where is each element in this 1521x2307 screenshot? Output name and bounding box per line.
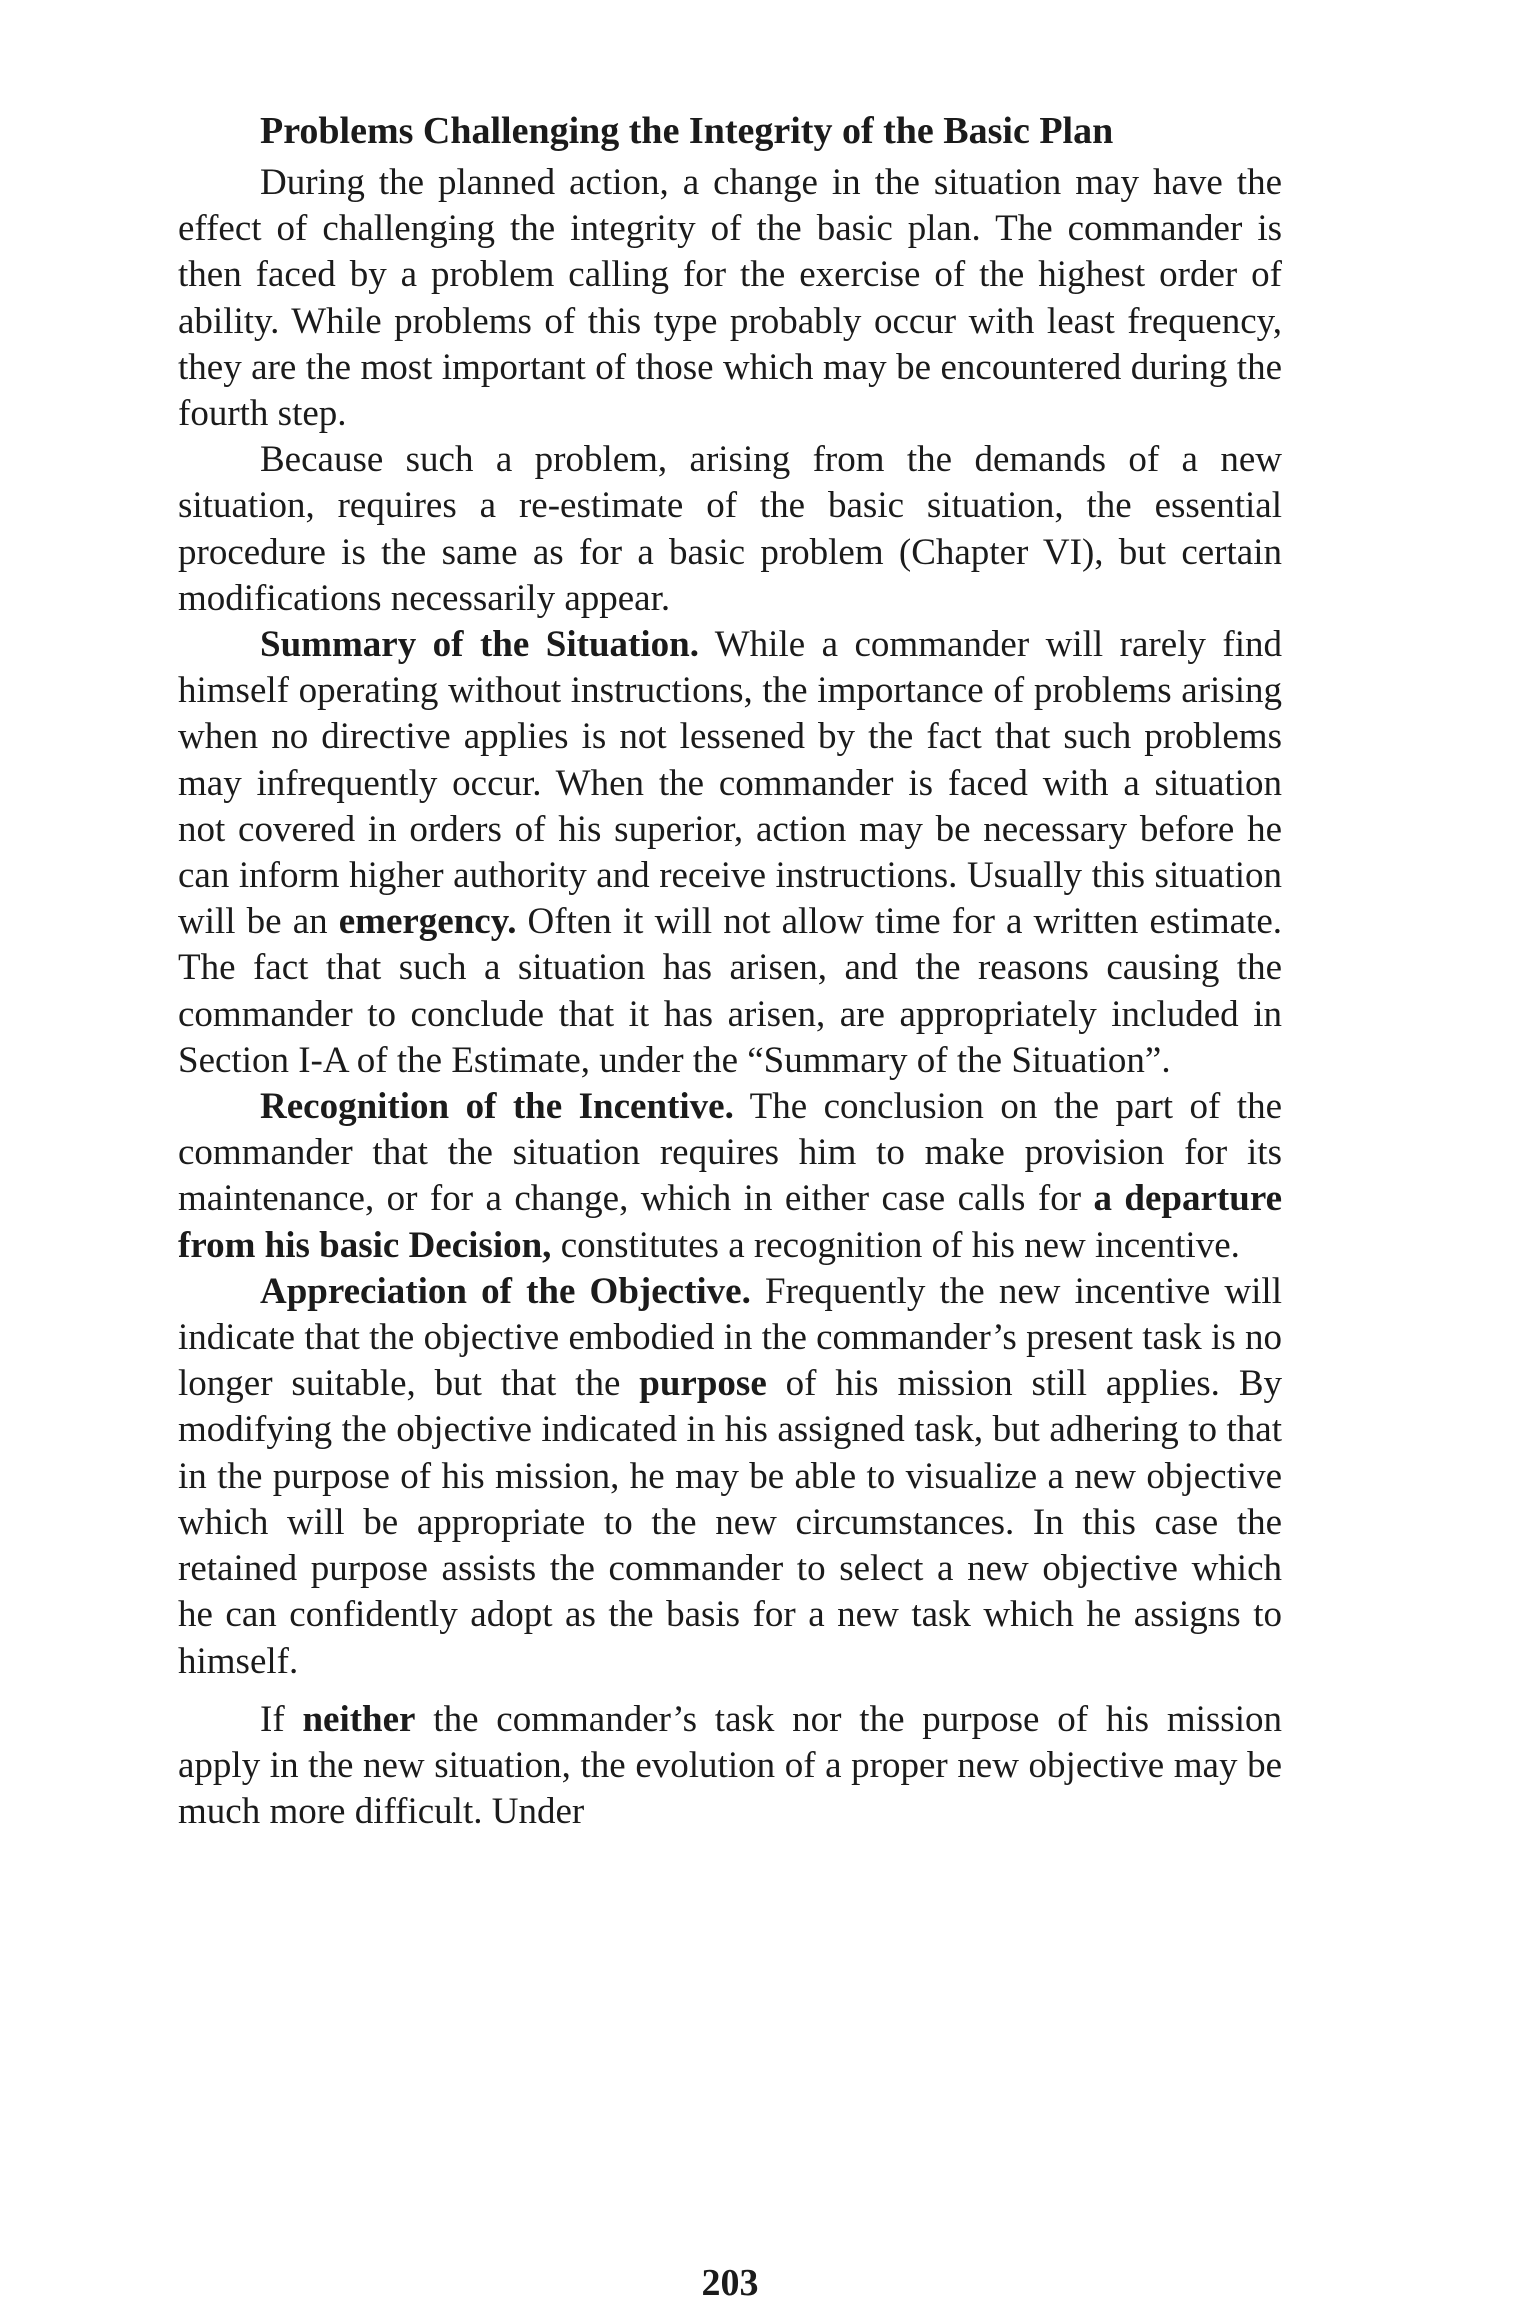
paragraph-3-text-a: While a commander will rarely find himself operating without instructions, the importance of problems arising when no directive applies is not lessened by the fact that such problems may infrequently occur. When the commander is faced with a situation not covered in orders of his superior, action may be necessary before he can inform higher authority and receive instructions. Usually this situation will be an bbox=[178, 624, 1282, 943]
bold-term-purpose: purpose bbox=[639, 1363, 767, 1405]
section-heading: Problems Challenging the Integrity of the Basic Plan bbox=[260, 110, 1114, 152]
paragraph-appreciation-of-objective bbox=[178, 1269, 1282, 1685]
paragraph-4-text-a: The conclusion on the part of the commander that the situation requires him to make provision for its maintenance, or for a change, which in either case calls for bbox=[178, 1086, 1282, 1220]
bold-term-neither: neither bbox=[302, 1698, 416, 1740]
paragraph-6 bbox=[178, 1697, 1282, 1836]
bold-phrase-departure: a departure from his basic Decision, bbox=[178, 1178, 1282, 1266]
run-in-heading-summary: Summary of the Situation. bbox=[260, 624, 699, 666]
run-in-heading-recognition: Recognition of the Incentive. bbox=[260, 1086, 734, 1128]
paragraph-1 bbox=[178, 160, 1282, 437]
paragraph-2-text: Because such a problem, arising from the demands of a new situation, requires a re-estimate of the basic situation, the essential procedure is the same as for a basic problem (Chapter VI), but certain modifications necessarily appear. bbox=[178, 439, 1282, 619]
paragraph-1-text: During the planned action, a change in the situation may have the effect of challenging the integrity of the basic plan. The commander is then faced by a problem calling for the exercise of the highest order of ability. While problems of this type probably occur with least frequency, they are the most important of those which may be encountered during the fourth step. bbox=[178, 162, 1282, 435]
book-page bbox=[178, 108, 1282, 2304]
bold-term-emergency: emergency. bbox=[338, 901, 517, 943]
paragraph-3-text-b: Often it will not allow time for a written estimate. The fact that such a situation has arisen, and the reasons causing the commander to conclude that it has arisen, are appropriately included in Section I-A of the Estimate, under the “Summary of the Situation”. bbox=[178, 901, 1282, 1081]
run-in-heading-appreciation: Appreciation of the Objective. bbox=[260, 1270, 751, 1312]
paragraph-4-text-b: constitutes a recognition of his new incentive. bbox=[551, 1224, 1240, 1266]
paragraph-5-text-b: of his mission still applies. By modifying the objective indicated in his assigned task, but adhering to that in the purpose of his mission, he may be able to visualize a new objective which will be appropriate to the new circumstances. In this case the retained purpose assists the commander to select a new objective which he can confidently adopt as the basis for a new task which he assigns to himself. bbox=[178, 1363, 1282, 1682]
paragraph-5-text-a: Frequently the new incentive will indicate that the objective embodied in the commander’s present task is no longer suitable, but that the bbox=[178, 1270, 1282, 1405]
paragraph-6-text-b: the commander’s task nor the purpose of his mission apply in the new situation, the evolution of a proper new objective may be much more difficult. Under bbox=[178, 1698, 1282, 1833]
page-number: 203 bbox=[701, 2262, 759, 2304]
paragraph-6-text-a: If bbox=[260, 1698, 303, 1740]
paragraph-summary-of-situation bbox=[178, 622, 1282, 1084]
paragraph-2 bbox=[178, 437, 1282, 622]
paragraph-recognition-of-incentive bbox=[178, 1084, 1282, 1269]
